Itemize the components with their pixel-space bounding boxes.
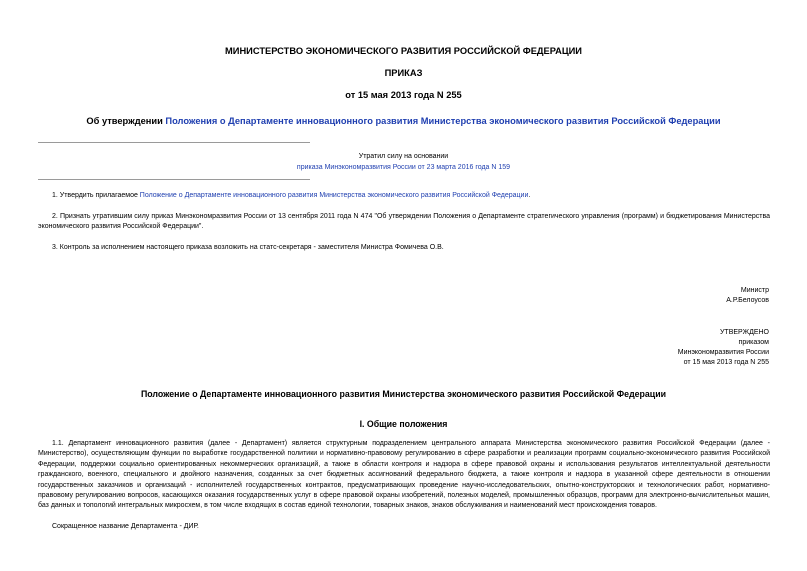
regulation-paragraph-1: 1.1. Департамент инновационного развития (далее - Департамент) является структурным подразделением центрального аппарата Министерства экономического развития Российской Федерации (далее - Министерство), осуществляющим функции по выработке государственной политики и нормативно-правовому регулированию в сфере разработки и реализации программ социально-экономического развития Российской Федерации, поддержки социально ориентированных некоммерческих организаций, а также в области контроля и надзора в сфере правовой охраны и использования результатов интеллектуальной деятельности гражданского, военного, специального и двойного назначения, созданных за счет бюджетных ассигнований федерального бюджета, а также контроля и надзора в указанной сфере деятельности в отношении государственных заказчиков и организаций - исполнителей государственных контрактов, предусматривающих проведение научно-исследовательских, опытно-конструкторских и технологических работ, нормативно-правовому регулированию вопросов, касающихся оказания государственных услуг в сфере правовой охраны изобретений, полезных моделей, промышленных образцов, программ для электронно-вычислительных машин, баз данных и топологий интегральных микросхем, в том числе входящих в состав единой технологии, товарных знаков, знаков обслуживания и наименований мест происхождения товаров. [38, 440, 770, 510]
notice-top-rule [38, 142, 310, 143]
approved-line-1: УТВЕРЖДЕНО [719, 329, 769, 336]
regulation-link-item[interactable]: Положение о Департаменте инновационного развития Министерства экономического развития Российской Федерации [139, 192, 529, 199]
order-heading: ПРИКАЗ [384, 68, 423, 78]
item-2: 2. Признать утратившим силу приказ Минэкономразвития России от 13 сентября 2011 года N 474 "Об утверждении Положения о Департаменте стратегического управления (программ) и бюджетирования Министерства экономического развития Российской Федерации". [38, 213, 770, 231]
order-date-number: от 15 мая 2013 года N 255 [345, 90, 462, 100]
order-title-prefix: Об утверждении [86, 116, 166, 126]
approved-line-3: Минэкономразвития России [677, 349, 769, 356]
regulation-link-title[interactable]: Положения о Департаменте инновационного развития Министерства экономического развития Российской Федерации [165, 116, 721, 126]
notice-bottom-rule [38, 179, 310, 180]
item-3: 3. Контроль за исполнением настоящего приказа возложить на статс-секретаря - заместителя Министра Фомичева О.В. [52, 244, 444, 251]
approved-line-2: приказом [738, 339, 769, 346]
item-1: 1. Утвердить прилагаемое Положение о Департаменте инновационного развития Министерства экономического развития Российской Федерации. [52, 192, 531, 199]
regulation-paragraph-2: Сокращенное название Департамента - ДИР. [52, 523, 199, 530]
section-heading: I. Общие положения [359, 419, 448, 429]
regulation-title: Положение о Департаменте инновационного развития Министерства экономического развития Российской Федерации [140, 389, 667, 399]
notice-link-line [0, 163, 807, 173]
order-title [0, 116, 807, 126]
signature-position: Министр [740, 287, 769, 294]
repeal-order-link[interactable]: приказа Минэкономразвития России от 23 марта 2016 года N 159 [296, 164, 511, 171]
ministry-heading: МИНИСТЕРСТВО ЭКОНОМИЧЕСКОГО РАЗВИТИЯ РОССИЙСКОЙ ФЕДЕРАЦИИ [225, 46, 582, 56]
notice-line: Утратил силу на основании [358, 153, 449, 160]
approved-line-4: от 15 мая 2013 года N 255 [683, 359, 769, 366]
signature-name: А.Р.Белоусов [726, 297, 769, 304]
